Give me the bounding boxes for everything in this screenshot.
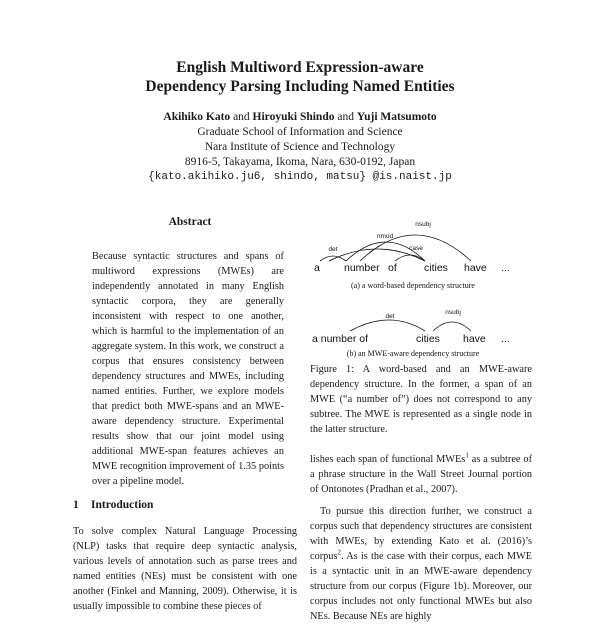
author-email: {kato.akihiko.ju6, shindo, matsu} @is.naist.jp [148, 171, 452, 183]
dependency-word: of [388, 262, 397, 274]
paragraph-text: . As is the case with their corpus, each MWE is a syntactic unit in an MWE-aware dependency structure from our corpus (Figure 1b). Moreover, our corpus includes not only functional MWEs but also NEs. Because NEs are highly [310, 551, 532, 622]
author-name: Yuji Matsumoto [356, 111, 437, 123]
dependency-word: ... [501, 262, 510, 274]
dependency-word: have [464, 262, 487, 274]
section-number: 1 [73, 499, 79, 511]
abstract-heading: Abstract [168, 216, 212, 228]
arc-label: det [328, 246, 338, 253]
author-name: Akihiko Kato [163, 111, 231, 123]
author-names [0, 110, 600, 125]
affiliation-line: Nara Institute of Science and Technology [204, 141, 396, 153]
section-heading-introduction [73, 499, 153, 511]
dependency-arc [320, 256, 346, 261]
dependency-word: number [344, 262, 380, 274]
author-separator: and [337, 111, 354, 123]
arc-label: nsubj [445, 309, 461, 316]
paragraph-text: as a subtree of a phrase structure in the Wall Street Journal portion of Ontonotes (Pradhan et al., 2007). [310, 454, 532, 495]
figure-1b [312, 309, 510, 358]
paper-title [0, 58, 600, 96]
arc-label: det [385, 313, 395, 320]
affiliation-line: Graduate School of Information and Science [197, 126, 403, 138]
title-line-1: English Multiword Expression-aware [176, 59, 424, 76]
dependency-word: cities [416, 333, 440, 345]
arc-label: nsubj [415, 221, 431, 228]
dependency-arc [350, 320, 425, 331]
abstract-text: Because syntactic structures and spans of multiword expressions (MWEs) are independently annotated in many English syntactic corpora, they are generally inconsistent with respect to one another, which is harmful to the implementation of an aggregate system. In this work, we construct a corpus that ensures consistency between dependency structures and MWEs, including named entities. Further, we explore models that predict both MWE-spans and an MWE-aware dependency structure. Experimental results show that our joint model using additional MWE-span features achieves an MWE recognition improvement of 1.35 points over a pipeline model. [92, 251, 284, 487]
section-title: Introduction [91, 499, 154, 511]
footnote-marker: 1 [465, 451, 469, 460]
footnote-marker: 2 [337, 548, 341, 557]
subfigure-caption: (b) an MWE-aware dependency structure [346, 349, 480, 358]
dependency-word: cities [424, 262, 448, 274]
right-column-text [310, 452, 532, 624]
dependency-arc [433, 322, 471, 331]
paragraph-text: To pursue this direction further, we construct a corpus such that dependency structures are consistent with MWEs, by extending Kato et al. (2016)’s corpus [310, 506, 532, 562]
figure-1a [314, 221, 510, 290]
title-line-2: Dependency Parsing Including Named Entities [145, 78, 455, 95]
author-name: Hiroyuki Shindo [252, 111, 335, 123]
author-block [0, 110, 600, 185]
dependency-word: a number of [312, 333, 369, 345]
dependency-word: ... [501, 333, 510, 345]
paragraph [310, 504, 532, 624]
subfigure-caption: (a) a word-based dependency structure [351, 281, 475, 290]
figure-1 [300, 213, 525, 358]
dependency-arc [395, 255, 425, 261]
affiliation-line: 8916-5, Takayama, Ikoma, Nara, 630-0192, Japan [184, 156, 416, 168]
arc-label: case [409, 245, 423, 252]
arc-label: nmod [376, 233, 394, 240]
paragraph [310, 452, 532, 497]
paragraph-text: lishes each span of functional MWEs [310, 454, 466, 465]
introduction-text: To solve complex Natural Language Processing (NLP) tasks that require deep syntactic analysis, various levels of annotation such as parse trees and named entities (NEs) must be consistent with one another (Finkel and Manning, 2009). Otherwise, it is usually impossible to combine these pieces of [73, 526, 297, 612]
author-separator: and [233, 111, 250, 123]
figure-caption: Figure 1: A word-based and an MWE-aware dependency structure. In the former, a span of an MWE (“a number of”) does not correspond to any subtree. The MWE is represented as a single node in the latter structure. [310, 364, 532, 435]
dependency-word: have [463, 333, 486, 345]
dependency-word: a [314, 262, 320, 274]
